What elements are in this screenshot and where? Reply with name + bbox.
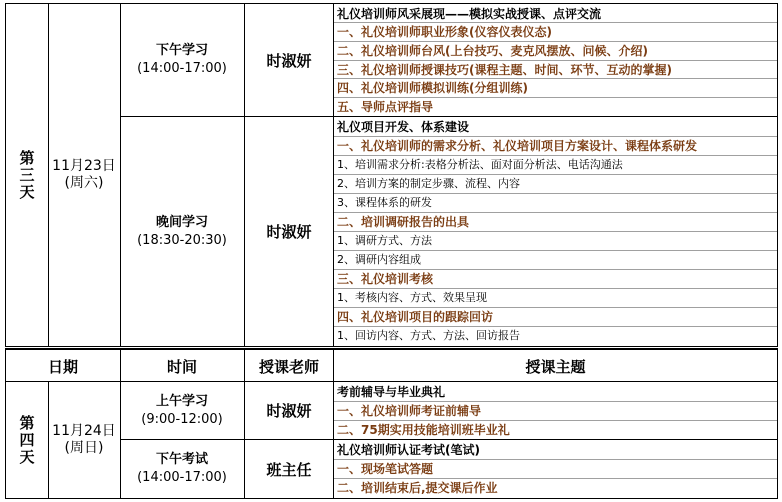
topic-row: 四、礼仪培训师模拟训练(分组训练) xyxy=(337,81,528,95)
weekday-text: (周日) xyxy=(64,440,104,456)
header-time xyxy=(120,351,244,381)
topic-row: 礼仪培训师风采展现——模拟实战授课、点评交流 xyxy=(337,7,602,21)
topic-row: 礼仪培训师认证考试(笔试) xyxy=(337,443,480,457)
grid-line xyxy=(120,3,121,347)
teacher-name: 班主任 xyxy=(266,460,312,479)
grid-line xyxy=(244,3,245,347)
session-time: (14:00-17:00) xyxy=(137,61,227,76)
row-line xyxy=(334,478,777,479)
day-char: 三 xyxy=(19,165,35,184)
day-char: 第 xyxy=(19,148,35,167)
row-line xyxy=(334,174,777,175)
row-line xyxy=(334,459,777,460)
header-time-label: 时间 xyxy=(166,357,197,376)
session-time: (18:30-20:30) xyxy=(137,232,227,248)
day-label-day4 xyxy=(6,382,48,498)
topic-row: 3、课程体系的研发 xyxy=(337,196,432,209)
day-label-day3 xyxy=(6,4,48,346)
topic-row: 礼仪项目开发、体系建设 xyxy=(337,120,470,134)
teacher-cell-exam xyxy=(244,440,334,498)
day-char: 天 xyxy=(19,182,35,201)
topic-row: 三、礼仪培训考核 xyxy=(337,272,434,286)
header-topic-label: 授课主题 xyxy=(525,357,586,376)
session-name: 下午学习 xyxy=(155,43,208,58)
grid-line xyxy=(777,3,778,347)
topic-row: 考前辅导与毕业典礼 xyxy=(337,385,446,399)
grid-line xyxy=(777,348,778,499)
row-line xyxy=(334,136,777,137)
topic-row: 2、培训方案的制定步骤、流程、内容 xyxy=(337,177,520,190)
date-cell-day3 xyxy=(48,4,120,346)
day-char: 第 xyxy=(19,413,35,432)
grid-line xyxy=(244,348,245,499)
row-line xyxy=(334,60,777,61)
header-date-label: 日期 xyxy=(47,357,78,376)
row-line xyxy=(334,155,777,156)
row-line xyxy=(334,326,777,327)
teacher-name: 时淑妍 xyxy=(266,51,312,70)
session-cell-afternoon xyxy=(120,4,244,116)
header-teacher xyxy=(244,351,334,381)
topic-row: 五、导师点评指导 xyxy=(337,100,434,114)
topic-row: 二、培训结束后,提交课后作业 xyxy=(337,481,498,495)
row-line xyxy=(334,307,777,308)
row-line xyxy=(334,22,777,23)
topic-row: 一、礼仪培训师职业形象(仪容仪表仪态) xyxy=(337,25,552,39)
topic-row: 1、回访内容、方式、方法、回访报告 xyxy=(337,329,520,342)
header-topic xyxy=(334,351,777,381)
row-line xyxy=(334,250,777,251)
topic-row: 1、培训需求分析:表格分析法、面对面分析法、电话沟通法 xyxy=(337,158,623,171)
topic-row: 三、礼仪培训师授课技巧(课程主题、时间、环节、互动的掌握) xyxy=(337,63,672,77)
session-time: (14:00-17:00) xyxy=(137,470,227,485)
teacher-cell-afternoon xyxy=(244,4,334,116)
row-line xyxy=(334,78,777,79)
grid-line xyxy=(120,116,777,117)
teacher-name: 时淑妍 xyxy=(266,402,312,420)
grid-line xyxy=(120,439,777,440)
header-date xyxy=(6,351,120,381)
grid-line xyxy=(333,348,334,499)
date-cell-day4 xyxy=(48,382,120,498)
topic-row: 二、75期实用技能培训班毕业礼 xyxy=(337,423,510,437)
row-line xyxy=(334,401,777,402)
grid-line xyxy=(120,348,121,499)
topic-row: 二、培训调研报告的出具 xyxy=(337,215,470,229)
topic-row: 四、礼仪培训项目的跟踪回访 xyxy=(337,310,494,324)
session-cell-evening xyxy=(120,117,244,346)
row-line xyxy=(334,288,777,289)
row-line xyxy=(334,212,777,213)
teacher-name: 时淑妍 xyxy=(266,223,312,241)
topic-row: 一、礼仪培训师的需求分析、礼仪培训项目方案设计、课程体系研发 xyxy=(337,139,698,153)
topic-row: 2、调研内容组成 xyxy=(337,253,421,266)
row-line xyxy=(334,420,777,421)
header-teacher-label: 授课老师 xyxy=(258,357,319,376)
day-char: 天 xyxy=(19,447,35,466)
grid-line xyxy=(333,3,334,347)
date-text: 11月24日 xyxy=(52,423,116,439)
row-line xyxy=(334,97,777,98)
row-line xyxy=(334,193,777,194)
session-cell-morning xyxy=(120,382,244,439)
session-time: (9:00-12:00) xyxy=(141,411,223,427)
teacher-cell-morning xyxy=(244,382,334,439)
grid-line xyxy=(5,3,6,347)
weekday-text: (周六) xyxy=(64,175,104,191)
row-line xyxy=(334,231,777,232)
topic-row: 一、现场笔试答题 xyxy=(337,462,434,476)
topic-row: 1、考核内容、方式、效果呈现 xyxy=(337,291,487,304)
session-cell-exam xyxy=(120,440,244,498)
row-line xyxy=(334,41,777,42)
date-text: 11月23日 xyxy=(52,158,116,174)
row-line xyxy=(334,269,777,270)
session-name: 下午考试 xyxy=(155,452,208,467)
session-name: 晚间学习 xyxy=(155,214,208,230)
topic-row: 1、调研方式、方法 xyxy=(337,234,432,247)
topic-row: 二、礼仪培训师台风(上台技巧、麦克风摆放、问候、介绍) xyxy=(337,44,648,58)
day-char: 四 xyxy=(19,430,35,449)
grid-line xyxy=(5,348,6,499)
session-name: 上午学习 xyxy=(155,393,208,409)
grid-line xyxy=(48,3,49,347)
grid-line xyxy=(48,381,49,499)
topic-row: 一、礼仪培训师考证前辅导 xyxy=(337,404,482,418)
teacher-cell-evening xyxy=(244,117,334,346)
